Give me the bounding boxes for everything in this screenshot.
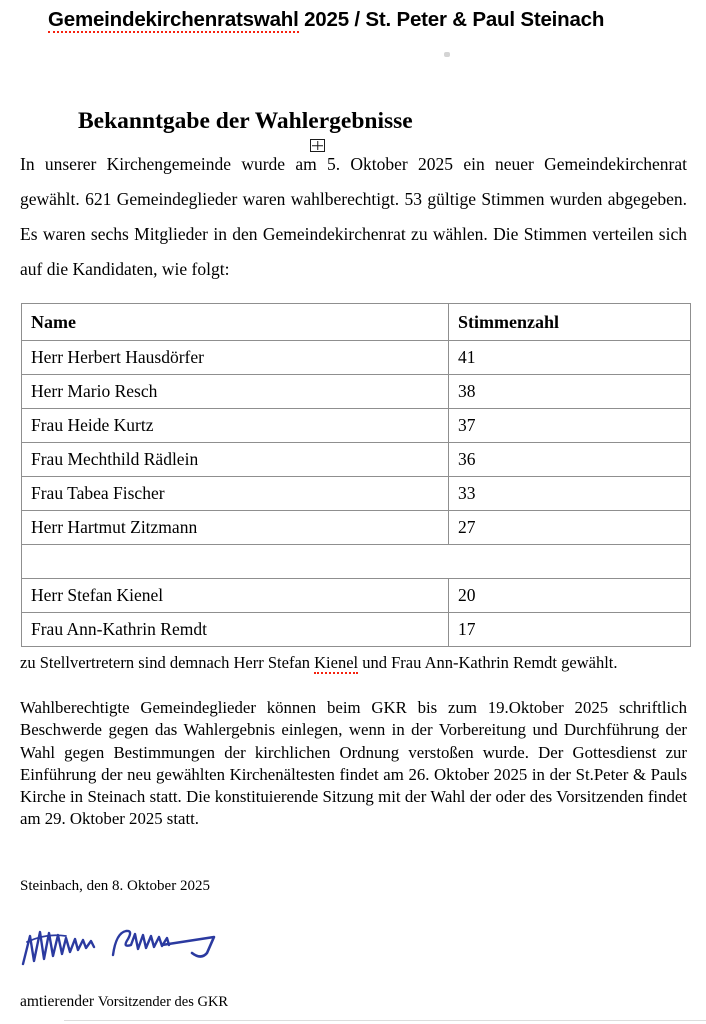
page-title: Bekanntgabe der Wahlergebnisse	[78, 108, 413, 134]
candidate-votes: 17	[449, 613, 691, 647]
candidate-votes: 41	[449, 341, 691, 375]
column-header-votes: Stimmenzahl	[449, 304, 691, 341]
table-row	[22, 579, 691, 613]
role-part2: Vorsitzender des GKR	[97, 994, 229, 1010]
candidate-votes: 36	[449, 443, 691, 477]
header-rest: 2025 / St. Peter & Paul Steinach	[298, 8, 605, 31]
object-anchor-icon[interactable]	[310, 139, 325, 152]
candidate-votes: 33	[449, 477, 691, 511]
table-row	[22, 409, 691, 443]
candidate-name: Herr Herbert Hausdörfer	[22, 341, 449, 375]
intro-paragraph: In unserer Kirchengemeinde wurde am 5. Oktober 2025 ein neuer Gemeindekirchenrat gewählt. 621 Gemeindeglieder waren wahlberechtigt. 53 gültige Stimmen wurden abgegeben. Es waren sechs Mitglieder in den Gemeindekirchenrat zu wählen. Die Stimmen verteilen sich auf die Kandidaten, wie folgt:	[20, 154, 687, 279]
candidate-votes: 37	[449, 409, 691, 443]
dateline: Steinbach, den 8. Oktober 2025	[20, 878, 210, 894]
empty-cell	[22, 545, 691, 579]
signature	[16, 920, 226, 974]
deputies-paragraph	[20, 653, 700, 673]
signer-role	[20, 993, 228, 1011]
bottom-divider	[64, 1020, 706, 1021]
candidate-name: Herr Mario Resch	[22, 375, 449, 409]
candidate-votes: 27	[449, 511, 691, 545]
column-header-name: Name	[22, 304, 449, 341]
table-row	[22, 443, 691, 477]
table-row-empty	[22, 545, 691, 579]
role-part1: amtierender	[20, 993, 98, 1010]
table-row	[22, 341, 691, 375]
results-table	[21, 303, 691, 647]
table-header-row	[22, 304, 691, 341]
candidate-name: Frau Tabea Fischer	[22, 477, 449, 511]
candidate-name: Herr Stefan Kienel	[22, 579, 449, 613]
appeal-paragraph: Wahlberechtigte Gemeindeglieder können beim GKR bis zum 19.Oktober 2025 schriftlich Beschwerde gegen das Wahlergebnis einlegen, wenn in der Vorbereitung und Durchführung der Wahl gegen Bestimmungen der kirchlichen Ordnung verstoßen wurde. Der Gottesdienst zur Einführung der neu gewählten Kirchenältesten findet am 26. Oktober 2025 in der St.Peter & Pauls Kirche in Steinach statt. Die konstituierende Sitzung mit der Wahl der oder des Vorsitzenden findet am 29. Oktober 2025 statt.	[20, 698, 687, 829]
table-row	[22, 477, 691, 511]
header-misspelled-word: Gemeindekirchenratswahl	[48, 8, 299, 31]
candidate-name: Frau Heide Kurtz	[22, 409, 449, 443]
candidate-name: Frau Mechthild Rädlein	[22, 443, 449, 477]
deputies-before: zu Stellvertretern sind demnach Herr Stefan	[20, 653, 315, 672]
table-row	[22, 511, 691, 545]
candidate-votes: 20	[449, 579, 691, 613]
candidate-votes: 38	[449, 375, 691, 409]
deputies-after: und Frau Ann-Kathrin Remdt gewählt.	[358, 653, 618, 672]
candidate-name: Herr Hartmut Zitzmann	[22, 511, 449, 545]
candidate-name: Frau Ann-Kathrin Remdt	[22, 613, 449, 647]
table-row	[22, 613, 691, 647]
table-row	[22, 375, 691, 409]
deputies-misspelled-word: Kienel	[314, 653, 359, 672]
stray-mark	[444, 52, 450, 57]
document-header	[48, 8, 604, 32]
